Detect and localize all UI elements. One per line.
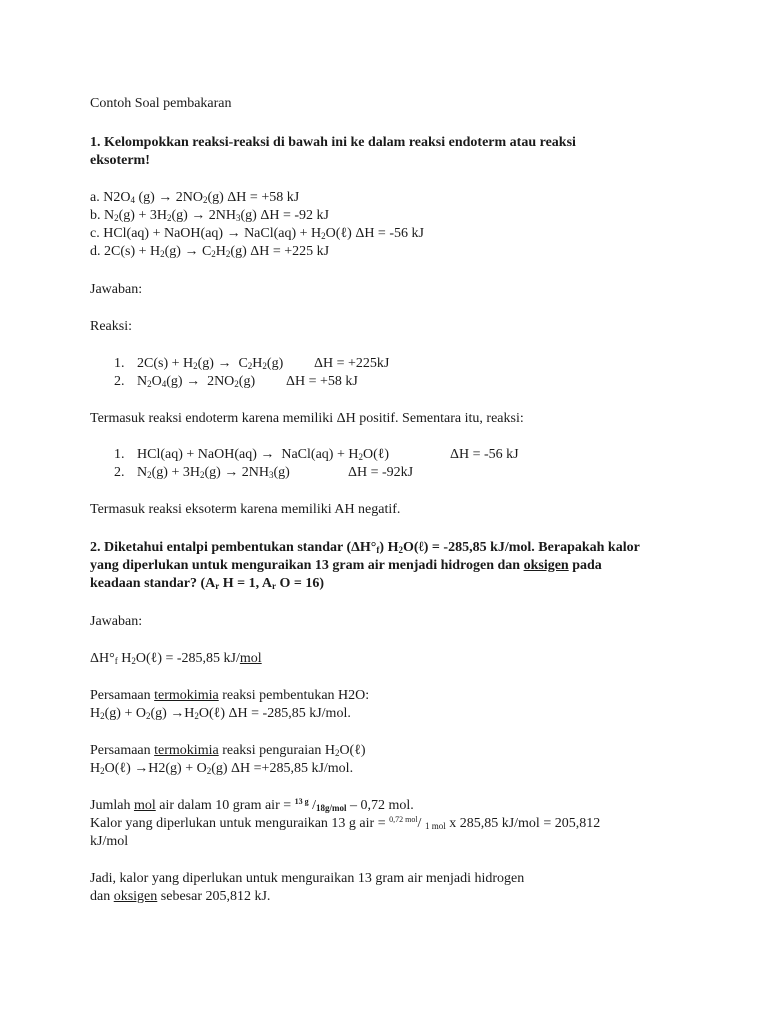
formation-equation: $H_2(g) + O_2(g)$ $\to H_2O(\ell) \Delta H = -285,85$ kJ/mol. [90, 706, 351, 721]
link-mol[interactable]: mol [239, 651, 262, 666]
question-2-line-3: keadaan standar? ($A_r$ H = 1, $A_r$ O = 16) [90, 576, 324, 591]
exo-conclusion: Termasuk reaksi eksoterm karena memiliki AH negatif. [90, 502, 401, 517]
given-enthalpy: $\Delta H^\circ_f$ $H_2O(\ell) = -285,85$ kJ/mol [90, 651, 262, 666]
reaction-label: Reaksi: [90, 319, 132, 334]
question-1-line-2: eksoterm! [90, 153, 150, 168]
answer-label-2: Jawaban: [90, 614, 143, 629]
question-1-line-1: 1. Kelompokkan reaksi-reaksi di bawah ini ke dalam reaksi endoterm atau reaksi [90, 135, 576, 150]
exo-item-1-equation: HCl(aq) + NaOH(aq) → NaCl(aq) + $H_2O(\ell)$ [137, 447, 390, 462]
exo-item-1-number: 1. [114, 447, 125, 462]
link-termokimia-2[interactable]: termokimia [154, 743, 219, 758]
exo-item-2-equation: $N_2(g) + 3H_2(g) \to 2NH_3(g)$ [137, 465, 290, 480]
option-c: c. HCl(aq) + NaOH(aq) → NaCl(aq) + $H_2O(\ell) \Delta H = -56$ kJ [90, 226, 424, 241]
link-oksigen[interactable]: oksigen [523, 558, 569, 573]
endo-item-1-equation: $2C(s) + H_2(g) \to C_2H_2(g)$ [137, 356, 284, 371]
question-2-line-1: 2. Diketahui entalpi pembentukan standar $(\Delta H^\circ_f)$ $H_2O(\ell) = -285,85$ kJ/mol. Berapakah kalor [90, 540, 640, 555]
option-a: a. $N2O_4$ $(g) \to 2NO_2(g) \Delta H = +58$ kJ [90, 190, 300, 205]
answer-label-1: Jawaban: [90, 282, 143, 297]
link-oksigen-2[interactable]: oksigen [113, 889, 158, 904]
exo-item-2-enthalpy: ΔH = -92kJ [348, 465, 414, 480]
option-b: b. $N_2(g) + 3H_2(g) \to 2NH_3(g) \Delta H = -92$ kJ [90, 208, 329, 223]
decomposition-intro: Persamaan termokimia reaksi penguraian $H_2O(\ell)$ [90, 743, 366, 758]
endo-item-2-enthalpy: ΔH = +58 kJ [286, 374, 358, 389]
formation-intro: Persamaan termokimia reaksi pembentukan H2O: [90, 688, 370, 703]
heat-calculation-line-2: kJ/mol [90, 834, 129, 849]
exo-item-1-enthalpy: ΔH = -56 kJ [450, 447, 519, 462]
document-title: Contoh Soal pembakaran [90, 96, 232, 111]
endo-item-1-enthalpy: ΔH = +225kJ [314, 356, 390, 371]
link-termokimia[interactable]: termokimia [154, 688, 219, 703]
exo-item-2-number: 2. [114, 465, 125, 480]
heat-calculation-line-1: Kalor yang diperlukan untuk menguraikan 13 g air = $^{0,72 mol}$/ $_{1 mol}$ x 285,85 kJ/mol = 205,812 [90, 815, 601, 831]
decomposition-equation: $H_2O(\ell) \to H2(g) + O_2(g)$ ΔH =+285,85 kJ/mol. [90, 761, 354, 776]
endo-conclusion: Termasuk reaksi endoterm karena memiliki ΔH positif. Sementara itu, reaksi: [90, 411, 524, 426]
endo-item-1-number: 1. [114, 356, 125, 371]
option-d: d. $2C(s) + H_2(g) \to C_2H_2(g) \Delta H = +225$ kJ [90, 244, 330, 259]
endo-item-2-number: 2. [114, 374, 125, 389]
final-conclusion-line-2: dan oksigen sebesar 205,812 kJ. [90, 889, 271, 904]
link-mol-2[interactable]: mol [133, 798, 156, 813]
endo-item-2-equation: $N_2O_4(g) \to 2NO_2(g)$ [137, 374, 256, 389]
mol-calculation: Jumlah mol air dalam 10 gram air = $^{13 g}$ $/_{18g/mol} - 0,72$ mol. [90, 797, 414, 813]
final-conclusion-line-1: Jadi, kalor yang diperlukan untuk menguraikan 13 gram air menjadi hidrogen [90, 871, 525, 886]
question-2-line-2: yang diperlukan untuk menguraikan 13 gram air menjadi hidrogen dan oksigen pada [90, 558, 602, 573]
